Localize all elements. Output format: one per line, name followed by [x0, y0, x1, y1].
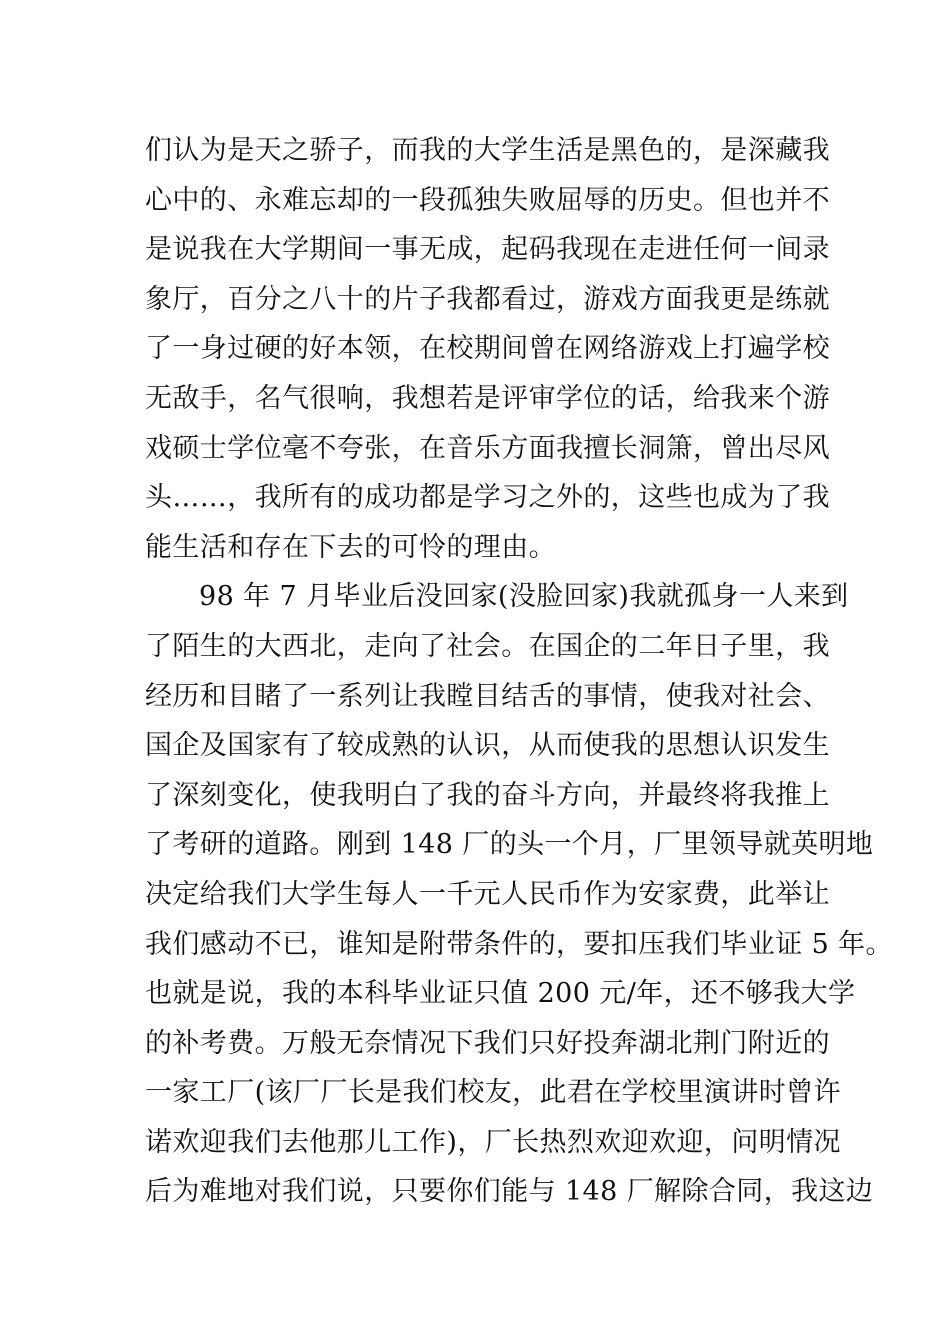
body-text — [145, 126, 893, 1217]
text-line: 戏硕士学位毫不夸张，在音乐方面我擅长洞箫，曾出尽风 — [145, 432, 830, 464]
text-line: 是说我在大学期间一事无成，起码我现在走进任何一间录 — [145, 234, 830, 266]
text-line: 我们感动不已，谁知是附带条件的，要扣压我们毕业证 5 年。 — [145, 928, 893, 960]
text-line-indented: 98 年 7 月毕业后没回家(没脸回家)我就孤身一人来到 — [199, 581, 849, 613]
text-line: 也就是说，我的本科毕业证只值 200 元/年，还不够我大学 — [145, 978, 856, 1010]
text-line: 了一身过硬的好本领，在校期间曾在网络游戏上打遍学校 — [145, 333, 830, 365]
text-line: 能生活和存在下去的可怜的理由。 — [145, 531, 556, 563]
paragraph-2 — [145, 572, 893, 1217]
text-line: 了考研的道路。刚到 148 厂的头一个月，厂里领导就英明地 — [145, 829, 874, 861]
text-line: 经历和目睹了一系列让我瞠目结舌的事情，使我对社会、 — [145, 680, 830, 712]
paragraph-1 — [145, 126, 830, 572]
text-line: 了陌生的大西北，走向了社会。在国企的二年日子里，我 — [145, 630, 830, 662]
text-line: 心中的、永难忘却的一段孤独失败屈辱的历史。但也并不 — [145, 184, 830, 216]
text-line: 的补考费。万般无奈情况下我们只好投奔湖北荆门附近的 — [145, 1027, 830, 1059]
text-line: 象厅，百分之八十的片子我都看过，游戏方面我更是练就 — [145, 283, 830, 315]
text-line: 决定给我们大学生每人一千元人民币作为安家费，此举让 — [145, 878, 830, 910]
text-line: 们认为是天之骄子，而我的大学生活是黑色的，是深藏我 — [145, 135, 830, 166]
text-line: 诺欢迎我们去他那儿工作)，厂长热烈欢迎欢迎，问明情况 — [145, 1126, 841, 1158]
text-line: 无敌手，名气很响，我想若是评审学位的话，给我来个游 — [145, 382, 830, 414]
text-line: 国企及国家有了较成熟的认识，从而使我的思想认识发生 — [145, 730, 830, 762]
text-line: 后为难地对我们说，只要你们能与 148 厂解除合同，我这边 — [145, 1176, 874, 1208]
text-line: 一家工厂(该厂厂长是我们校友，此君在学校里演讲时曾许 — [145, 1077, 841, 1109]
text-line: 头……，我所有的成功都是学习之外的，这些也成为了我 — [145, 482, 830, 514]
text-line: 了深刻变化，使我明白了我的奋斗方向，并最终将我推上 — [145, 779, 830, 811]
